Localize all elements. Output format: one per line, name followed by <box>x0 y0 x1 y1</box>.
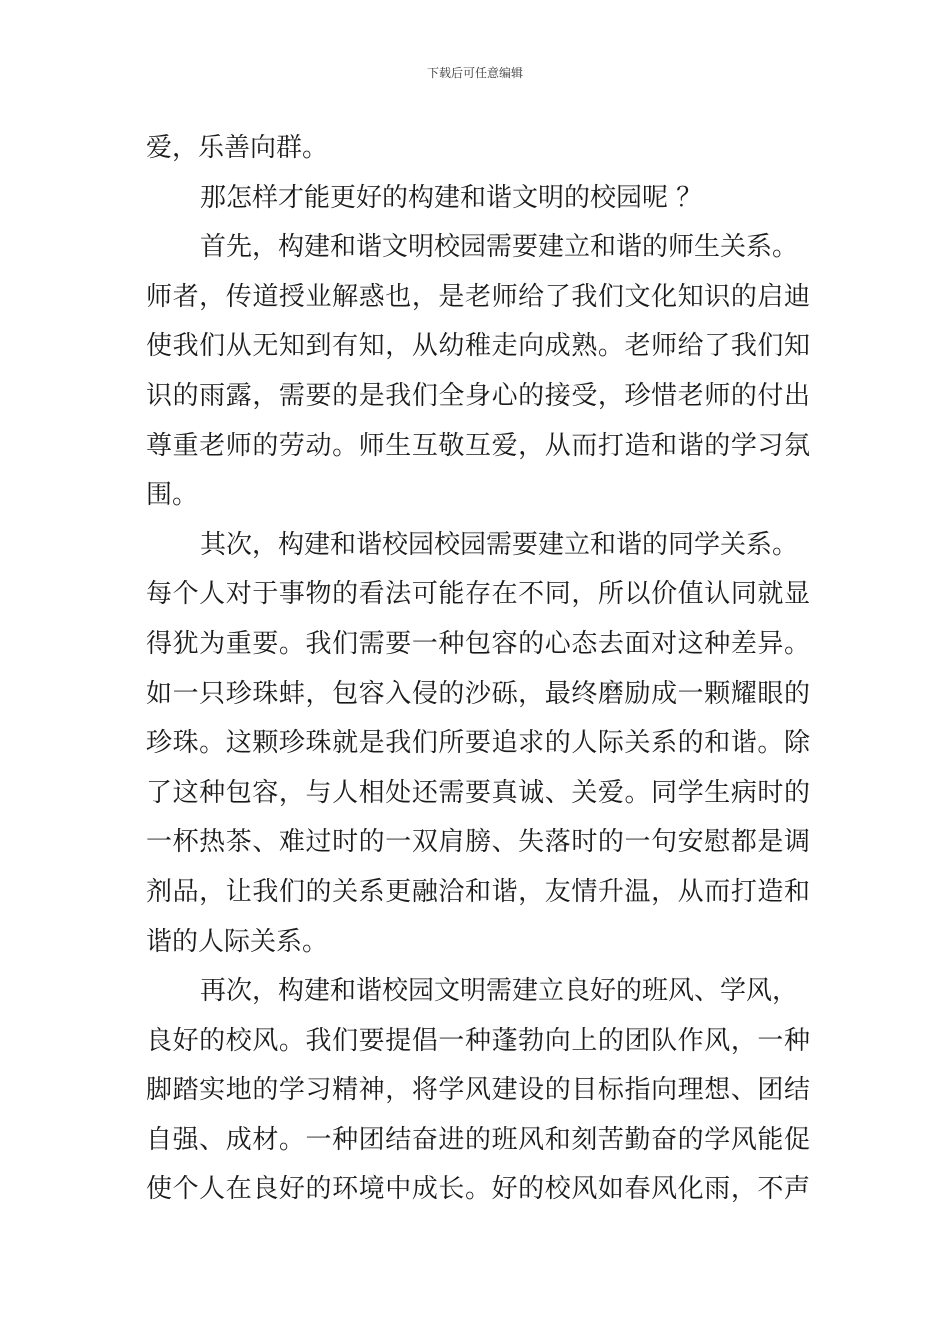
text-line: 珍珠。这颗珍珠就是我们所要追求的人际关系的和谐。除 <box>146 728 810 759</box>
text-line: 得犹为重要。我们需要一种包容的心态去面对这种差异。 <box>146 628 810 659</box>
document-body <box>146 124 810 1215</box>
text-line: 良好的校风。我们要提倡一种蓬勃向上的团队作风，一种 <box>146 1025 810 1056</box>
text-line: 爱，乐善向群。 <box>146 133 329 163</box>
text-line: 使个人在良好的环境中成长。好的校风如春风化雨，不声 <box>146 1174 810 1205</box>
text-line: 自强、成材。一种团结奋进的班风和刻苦勤奋的学风能促 <box>146 1124 810 1155</box>
text-line: 师者，传道授业解惑也，是老师给了我们文化知识的启迪 <box>146 281 810 312</box>
text-line: 尊重老师的劳动。师生互敬互爱，从而打造和谐的学习氛 <box>146 430 810 461</box>
text-line: 谐的人际关系。 <box>146 926 329 957</box>
text-line: 一杯热茶、难过时的一双肩膀、失落时的一句安慰都是调 <box>146 827 810 858</box>
page-header: 下载后可任意编辑 <box>426 66 523 80</box>
text-line: 首先，构建和谐文明校园需要建立和谐的师生关系。 <box>200 232 799 263</box>
text-line: 使我们从无知到有知，从幼稚走向成熟。老师给了我们知 <box>146 331 810 362</box>
text-line: 围。 <box>146 480 199 511</box>
text-line: 了这种包容，与人相处还需要真诚、关爱。同学生病时的 <box>146 777 810 808</box>
text-line: 如一只珍珠蚌，包容入侵的沙砾，最终磨励成一颗耀眼的 <box>146 678 810 709</box>
text-line: 识的雨露，需要的是我们全身心的接受，珍惜老师的付出 <box>146 380 810 411</box>
text-line: 每个人对于事物的看法可能存在不同，所以价值认同就显 <box>146 579 810 610</box>
text-line: 那怎样才能更好的构建和谐文明的校园呢 ？ <box>200 182 703 213</box>
text-line: 其次，构建和谐校园校园需要建立和谐的同学关系。 <box>200 529 799 560</box>
text-line: 剂品，让我们的关系更融洽和谐，友情升温，从而打造和 <box>146 876 810 907</box>
text-line: 再次，构建和谐校园文明需建立良好的班风、学风， <box>200 976 799 1007</box>
text-line: 脚踏实地的学习精神，将学风建设的目标指向理想、团结 <box>146 1075 810 1106</box>
